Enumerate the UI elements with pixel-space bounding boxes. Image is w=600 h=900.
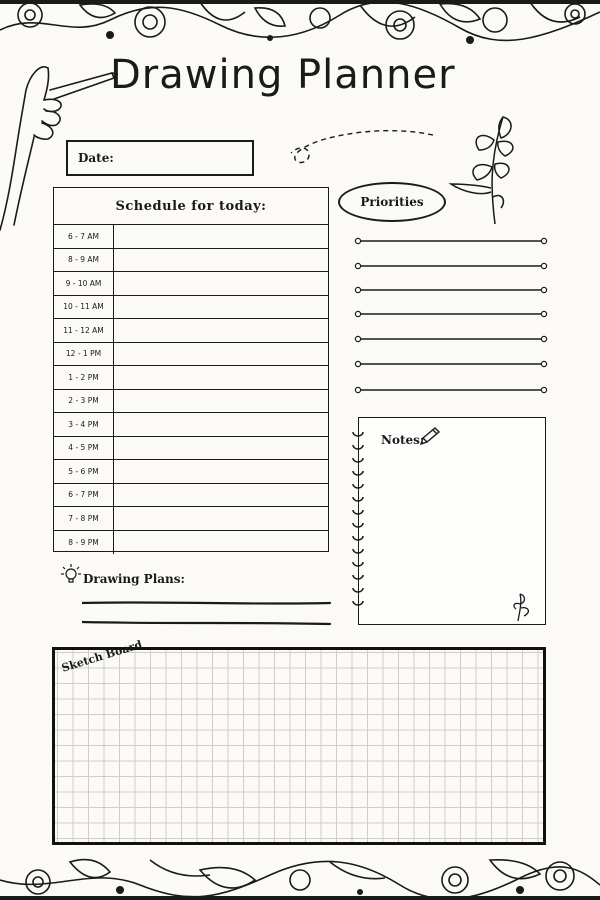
priority-line-7[interactable]	[354, 386, 548, 394]
schedule-slot[interactable]	[114, 507, 328, 530]
priorities-label: Priorities	[338, 182, 446, 222]
notes-label: Notes:	[381, 433, 425, 447]
priority-line-1[interactable]	[354, 237, 548, 245]
schedule-time: 5 - 6 PM	[54, 460, 114, 483]
schedule-time: 7 - 8 PM	[54, 507, 114, 530]
priority-line-2[interactable]	[354, 262, 548, 270]
schedule-slot[interactable]	[114, 296, 328, 319]
priority-line-4[interactable]	[354, 310, 548, 318]
schedule-slot[interactable]	[114, 272, 328, 295]
schedule-row	[54, 225, 328, 249]
schedule-slot[interactable]	[114, 413, 328, 436]
lightbulb-icon	[60, 562, 82, 586]
schedule-row	[54, 249, 328, 273]
sketch-board-label: Sketch Board	[60, 637, 144, 675]
schedule-row	[54, 366, 328, 390]
schedule-time: 1 - 2 PM	[54, 366, 114, 389]
schedule-row	[54, 484, 328, 508]
floral-border-top-icon	[0, 0, 600, 50]
priority-line-5[interactable]	[354, 335, 548, 343]
schedule-time: 2 - 3 PM	[54, 390, 114, 413]
dashed-swirl-icon	[285, 125, 435, 167]
schedule-time: 11 - 12 AM	[54, 319, 114, 342]
schedule-row	[54, 413, 328, 437]
leaf-sprig-icon	[445, 112, 525, 227]
schedule-slot[interactable]	[114, 484, 328, 507]
drawing-plans-label: Drawing Plans:	[83, 572, 185, 586]
schedule-row	[54, 507, 328, 531]
schedule-time: 8 - 9 AM	[54, 249, 114, 272]
schedule-slot[interactable]	[114, 249, 328, 272]
schedule-table	[53, 187, 329, 552]
pencil-icon	[419, 426, 441, 446]
schedule-row	[54, 460, 328, 484]
schedule-slot[interactable]	[114, 460, 328, 483]
schedule-slot[interactable]	[114, 343, 328, 366]
schedule-time: 4 - 5 PM	[54, 437, 114, 460]
spiral-binding-icon	[349, 428, 369, 616]
drawing-plans-line-2[interactable]	[82, 620, 332, 626]
date-label: Date:	[78, 151, 114, 165]
schedule-row	[54, 272, 328, 296]
schedule-row	[54, 437, 328, 461]
schedule-time: 9 - 10 AM	[54, 272, 114, 295]
schedule-time: 6 - 7 PM	[54, 484, 114, 507]
schedule-row	[54, 390, 328, 414]
schedule-time: 6 - 7 AM	[54, 225, 114, 248]
schedule-slot[interactable]	[114, 390, 328, 413]
schedule-title: Schedule for today:	[54, 188, 328, 225]
schedule-slot[interactable]	[114, 319, 328, 342]
priority-line-3[interactable]	[354, 286, 548, 294]
schedule-slot[interactable]	[114, 531, 328, 555]
schedule-row	[54, 296, 328, 320]
schedule-row	[54, 531, 328, 555]
schedule-time: 3 - 4 PM	[54, 413, 114, 436]
page-title: Drawing Planner	[110, 52, 456, 98]
schedule-time: 12 - 1 PM	[54, 343, 114, 366]
schedule-slot[interactable]	[114, 437, 328, 460]
schedule-row	[54, 343, 328, 367]
schedule-slot[interactable]	[114, 366, 328, 389]
priority-line-6[interactable]	[354, 360, 548, 368]
schedule-time: 10 - 11 AM	[54, 296, 114, 319]
drawing-plans-line-1[interactable]	[82, 600, 332, 606]
schedule-row	[54, 319, 328, 343]
small-leaf-icon	[512, 592, 540, 622]
schedule-time: 8 - 9 PM	[54, 531, 114, 555]
floral-border-bottom-icon	[0, 850, 600, 900]
schedule-slot[interactable]	[114, 225, 328, 248]
sketch-board[interactable]	[52, 647, 546, 845]
date-field[interactable]	[66, 140, 254, 176]
